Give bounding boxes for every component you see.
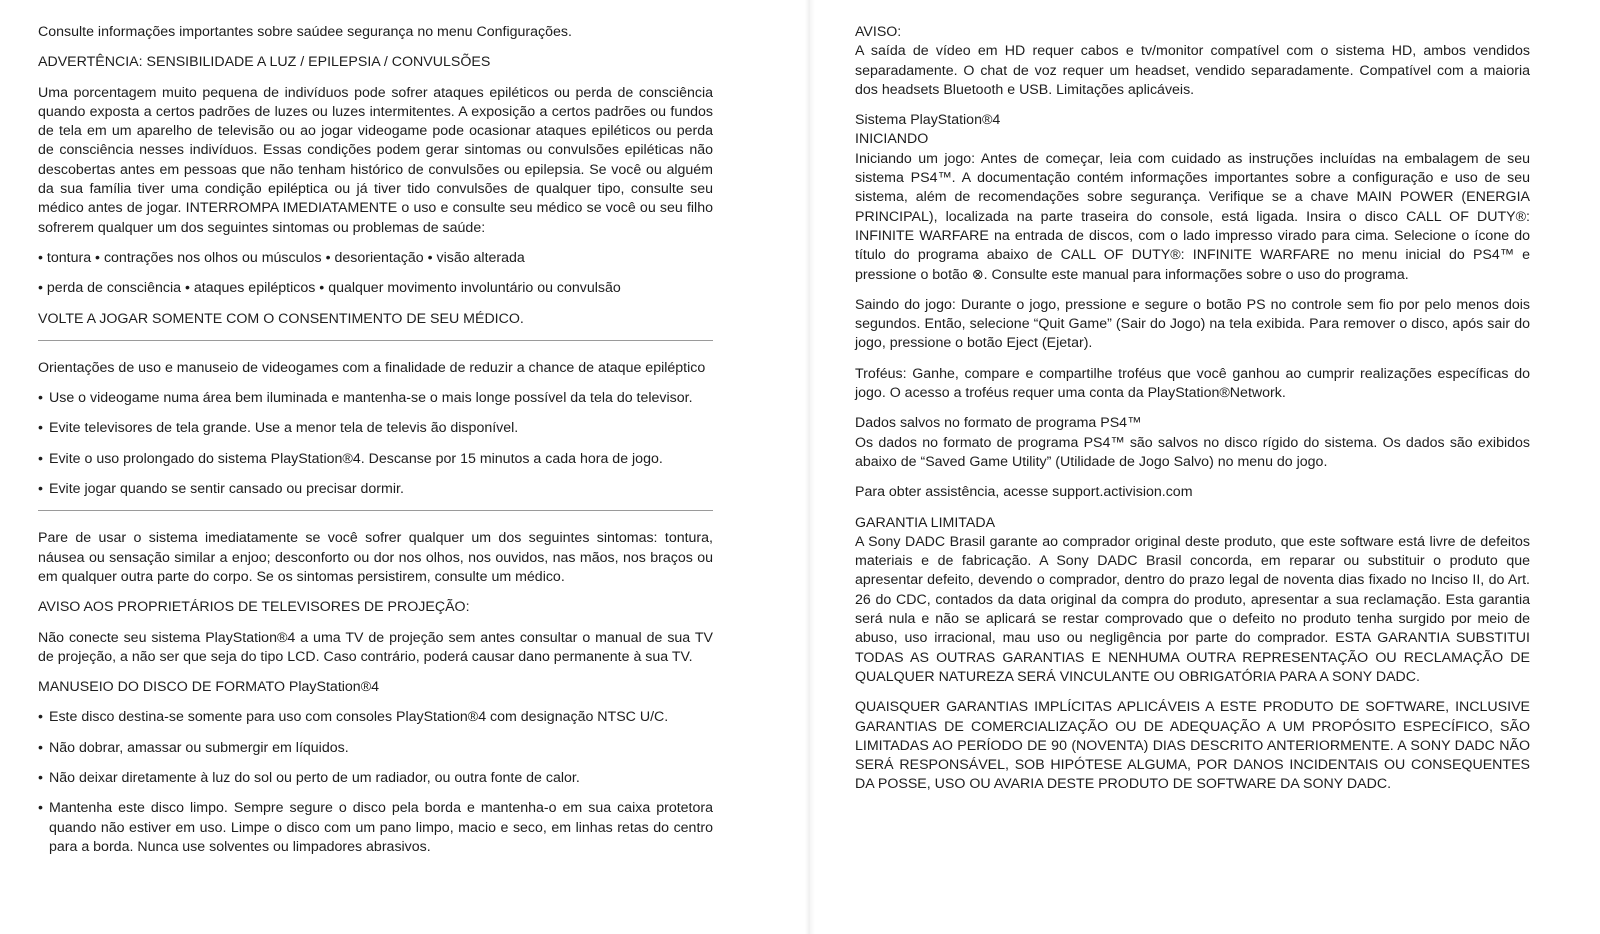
list-item: • Evite o uso prolongado do sistema PlayStation®4. Descanse por 15 minutos a cada hora de jogo. [38,450,713,469]
settings-intro: Consulte informações importantes sobre saúdee segurança no menu Configurações. [38,24,572,40]
implied-warranty-body: QUAISQUER GARANTIAS IMPLÍCITAS APLICÁVEIS A ESTE PRODUTO DE SOFTWARE, INCLUSIVE GARANTIAS DE COMERCIALIZAÇÃO OU DE ADEQUAÇÃO A UM PROPÓSITO ESPECÍFICO, SÃO LIMITADAS AO PERÍODO DE 90 (NOVENTA) DIAS DESCRITO ANTERIORMENTE. A SONY DADC NÃO SERÁ RESPONSÁVEL, SOB HIPÓTESE ALGUMA, POR DANOS INCIDENTAIS OU CONSEQUENTES DA POSSE, USO OU AVARIA DESTE PRODUTO DE SOFTWARE DA SONY DADC. [855,699,1530,793]
symptom: desorientação [334,249,424,266]
trophies-body: Troféus: Ganhe, compare e compartilhe troféus que você ganhou ao cumprir realizações específicas do jogo. O acesso a troféus requer uma conta da PlayStation®Network. [855,365,1530,402]
warranty-section [855,514,1530,688]
system-heading: Sistema PlayStation®4 [855,112,1001,129]
list-item: • Evite televisores de tela grande. Use a menor tela de televis ão disponível. [38,419,713,438]
symptom: ataques epilépticos [193,280,316,297]
guidelines-list [38,389,713,499]
epilepsy-warning-heading: ADVERTÊNCIA: SENSIBILIDADE A LUZ / EPILEPSIA / CONVULSÕES [38,54,491,71]
page-fold [805,0,815,934]
support-text: Para obter assistência, acesse support.activision.com [855,484,1193,501]
starting-section [855,111,1530,285]
divider [38,340,713,341]
epilepsy-warning-body: Uma porcentagem muito pequena de indivíduos pode sofrer ataques epiléticos ou perda de consciência quando exposta a certos padrões de luzes ou luzes intermitentes. A exposição a certos padrões ou fundos de tela em um aparelho de televisão ou ao jogar videogame pode ocasionar ataques epiléticos ou perda de consciência nesses indivíduos. Essas condições podem gerar sintomas ou convulsões epiléticas não descobertas antes em pessoas que não tenham histórico de convulsões ou epilepsia. Se você ou alguém da sua família tiver uma condição epiléptica ou já tiver tido convulsões de qualquer tipo, consulte seu médico antes de jogar. INTERROMPA IMEDIATAMENTE o uso e consulte seu médico se você ou seu filho sofrerem qualquer um dos seguintes sintomas ou problemas de saúde: [38,84,713,236]
projection-tv-heading: AVISO AOS PROPRIETÁRIOS DE TELEVISORES DE PROJEÇÃO: [38,599,470,616]
doctor-consent-note: VOLTE A JOGAR SOMENTE COM O CONSENTIMENTO DE SEU MÉDICO. [38,310,524,327]
symptom: visão alterada [436,249,525,266]
list-item: • Use o videogame numa área bem iluminada e mantenha-se o mais longe possível da tela do televisor. [38,389,713,408]
divider [38,510,713,511]
disc-handling-list [38,708,713,857]
list-item: • Mantenha este disco limpo. Sempre segure o disco pela borda e mantenha-o em sua caixa protetora quando não estiver em uso. Limpe o disco com um pano limpo, macio e seco, em linhas retas do centro para a borda. Nunca use solventes ou limpadores abrasivos. [38,799,713,857]
list-item: • Evite jogar quando se sentir cansado ou precisar dormir. [38,480,713,499]
warranty-body: A Sony DADC Brasil garante ao comprador original deste produto, que este software está livre de defeitos materiais e de fabricação. A Sony DADC Brasil concorda, em reparar ou substituir o produto que apresentar defeito, devendo o comprador, dentro do prazo legal de noventa dias fixado no Inciso II, do Art. 26 do CDC, contados da data original da compra do produto, apresentar a sua reclamação. Esta garantia será nula e não se aplicará se restar comprovado que o defeito no produto tenha surgido por meio de abuso, uso irracional, mau uso ou negligência por parte do comprador. ESTA GARANTIA SUBSTITUI TODAS AS OUTRAS GARANTIAS E NENHUMA OUTRA REPRESENTAÇÃO OU RECLAMAÇÃO DE QUALQUER NATUREZA SERÁ VINCULANTE OU OBRIGATÓRIA PARA A SONY DADC. [855,533,1530,685]
symptoms-line-2: • perda de consciência • ataques epilépticos • qualquer movimento involuntário ou convulsão [38,280,621,297]
quit-game-body: Saindo do jogo: Durante o jogo, pressione e segure o botão PS no controle sem fio por pelo menos dois segundos. Então, selecione “Quit Game” (Sair do Jogo) na tela exibida. Para remover o disco, após sair do jogo, pressione o botão Eject (Ejetar). [855,296,1530,352]
guidelines-heading: Orientações de uso e manuseio de videogames com a finalidade de reduzir a chance de ataque epiléptico [38,359,706,376]
symptom: perda de consciência [46,280,182,297]
symptom: tontura [46,249,92,266]
list-item: • Não dobrar, amassar ou submergir em líquidos. [38,739,713,758]
saved-data-section [855,414,1530,472]
saved-data-body: Os dados no formato de programa PS4™ são salvos no disco rígido do sistema. Os dados são exibidos abaixo de “Saved Game Utility” (Utilidade de Jogo Salvo) no menu do jogo. [855,434,1530,470]
list-item: • Este disco destina-se somente para uso com consoles PlayStation®4 com designação NTSC U/C. [38,708,713,727]
list-item: • Não deixar diretamente à luz do sol ou perto de um radiador, ou outra fonte de calor. [38,769,713,788]
starting-body: Iniciando um jogo: Antes de começar, leia com cuidado as instruções incluídas na embalagem de seu sistema PS4™. A documentação contém informações importantes sobre a configuração e uso de seu sistema, além de recomendações sobre segurança. Verifique se a chave MAIN POWER (ENERGIA PRINCIPAL), localizada na parte traseira do console, está ligada. Insira o disco CALL OF DUTY®: INFINITE WARFARE na entrada de discos, com o lado impresso virado para cima. Selecione o ícone do título do programa abaixo de CALL OF DUTY®: INFINITE WARFARE no menu inicial do PS4™ e pressione o botão ⊗. Consulte este manual para informações sobre o uso do programa. [855,150,1530,283]
saved-data-heading: Dados salvos no formato de programa PS4™ [855,415,1142,432]
aviso-body: A saída de vídeo em HD requer cabos e tv/monitor compatível com o sistema HD, ambos vendidos separadamente. O chat de voz requer um headset, vendido separadamente. Compatível com a maioria dos headsets Bluetooth e USB. Limitações aplicáveis. [855,43,1530,98]
left-page [38,23,713,868]
starting-heading: INICIANDO [855,131,929,148]
symptom: qualquer movimento involuntário ou convulsão [328,280,621,297]
symptom: contrações nos olhos ou músculos [103,249,322,266]
symptoms-line-1: • tontura • contrações nos olhos ou músculos • desorientação • visão alterada [38,249,525,266]
warranty-heading: GARANTIA LIMITADA [855,514,996,531]
projection-tv-body: Não conecte seu sistema PlayStation®4 a uma TV de projeção sem antes consultar o manual de sua TV de projeção, a não ser que seja do tipo LCD. Caso contrário, poderá causar dano permanente à sua TV. [38,629,713,665]
aviso-section [855,23,1530,100]
stop-use-text: Pare de usar o sistema imediatamente se você sofrer qualquer um dos seguintes sintomas: tontura, náusea ou sensação similar a enjoo; desconforto ou dor nos olhos, nos ouvidos, nas mãos, nos braços ou em qualquer outra parte do corpo. Se os sintomas persistirem, consulte um médico. [38,530,713,585]
aviso-heading: AVISO: [855,24,902,40]
disc-handling-heading: MANUSEIO DO DISCO DE FORMATO PlayStation®4 [38,679,380,696]
right-page [855,23,1530,806]
